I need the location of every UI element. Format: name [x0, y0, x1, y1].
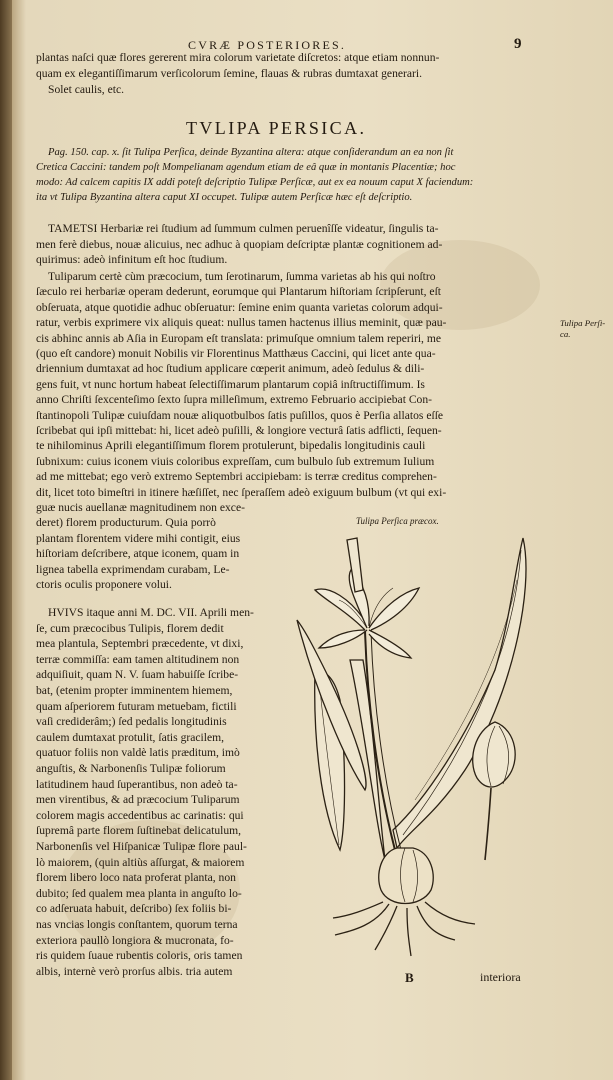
text-line: dit, licet toto bimeſtri in itinere hæſiſſet, nec ſperaſſem adeò exiguum bulbum (vt qui exi-	[36, 485, 447, 499]
text-line: cis abhinc annis ab Aſia in Europam eſt translata: primuſque omnium talem reperiri, me	[36, 331, 442, 345]
signature-mark: B	[405, 970, 414, 985]
binding-gutter	[0, 0, 12, 1080]
note-line: Pag. 150. cap. x. ſit Tulipa Perſica, deinde Byzantina altera: atque conſiderandum an ea non ſit	[48, 147, 454, 158]
note-line: modo: Ad calcem capitis IX addi poteſt deſcriptio Tulipæ Perſicæ, aut ex ea nouum caput X faciendum:	[36, 177, 474, 188]
text-line: deret) florem producturum. Quia porrò	[36, 516, 216, 530]
margin-note-line: Tulipa Perſi-	[560, 318, 606, 328]
text-line: ratur, verbis exprimere vix aliquis queat: nullus tamen hactenus illius meminit, quæ pau-	[36, 316, 447, 330]
text-line: dubito; ſed qualem mea planta in anguſto lo-	[36, 886, 242, 900]
text-line: ſupremâ parte florem ſuſtinebat delicatulum,	[36, 824, 242, 838]
text-line: exteriora paullò longiora & mucronata, fo-	[36, 933, 234, 947]
text-line: quatuor foliis non valdè latis præditum, imò	[36, 746, 240, 760]
text-line: Solet caulis, etc.	[48, 83, 124, 96]
text-line: nas vncias longis conſtantem, quorum terna	[36, 918, 238, 931]
tulip-woodcut-figure	[285, 530, 535, 980]
text-line: plantas naſci quæ flores gererent mira colorum varietate diſcretos: atque etiam nonnun-	[36, 51, 440, 64]
text-line: latitudinem haud ſuperantibus, non adeò ta-	[36, 777, 238, 791]
margin-note-line: ca.	[560, 329, 571, 339]
text-line: ſtantinopoli Tulipæ cuiuſdam nouæ aliquotbulbos ſatis puſillos, quos è Perſia allatos eſſe	[36, 408, 444, 422]
text-line: ſæculo rei herbariæ operam dederunt, eorumque qui Plantarum hiſtoriam ſcripſerunt, eſt	[36, 285, 442, 299]
text-line: ſcribebat qui ipſi mittebat: hi, licet adeò puſilli, & longiore vecturâ ſatis adflicti, ſequen-	[36, 424, 442, 437]
text-line: ctoris oculis proponere volui.	[36, 578, 172, 591]
text-line: ad me mittebat; ego verò extremo Septembri accipiebam: is terræ creditus comprehen-	[36, 470, 437, 484]
text-line: anguſtis, & Narbonenſis Tulipæ foliorum	[36, 762, 226, 775]
text-line: (quo eſt candore) monuit Nobilis vir Florentinus Matthæus Caccini, qui licet ante qua-	[36, 347, 436, 360]
text-line: Tuliparum certè cùm præcocium, tum ſerotinarum, ſumma varietas ab his qui noſtro	[48, 270, 436, 283]
text-line: guæ nucis auellanæ magnitudinem non exce-	[36, 501, 245, 514]
note-line: Cretica Caccini: tandem poſt Mompelianam agendum etiam de eâ quæ in montanis Placentiæ; hoc	[36, 162, 456, 173]
text-line: lò maiorem, (quin altiùs aſſurgat, & maiorem	[36, 855, 245, 869]
text-line: albis, internè verò prorſus albis. tria autem	[36, 964, 233, 978]
text-line: ſubnixum: cuius iconem viuis coloribus expreſſam, cum bulbulo ſub extremum Iulium	[36, 454, 435, 468]
text-line: lignea tabella exprimendam curabam, Le-	[36, 562, 230, 576]
text-line: HVIVS itaque anni M. DC. VII. Aprili men-	[48, 606, 254, 619]
text-line: terræ commiſſa: eam tamen altitudinem non	[36, 652, 240, 666]
text-line: obſeruata, atque quotidie adhuc obſeruatur: ſemine enim quanta varietas colorum adqui-	[36, 300, 443, 314]
text-line: TAMETSI Herbariæ rei ſtudium ad ſummum culmen peruenîſſe videatur, ſingulis ta-	[48, 222, 439, 235]
text-line: hiſtoriam deſcribere, atque iconem, quam in	[36, 547, 240, 561]
text-line: co adſeruata habuit, deſcribo) ſex foliis bi-	[36, 902, 232, 916]
text-line: bat, (etenim propter imminentem hiemem,	[36, 684, 233, 697]
text-line: gens fuit, vt nunc hortum habeat ſelectiſſimarum plantarum copiâ inſtructiſſimum. Is	[36, 377, 425, 391]
section-title: TVLIPA PERSICA.	[186, 118, 367, 138]
text-line: quam ex elegantiſſimarum verſicolorum ſemine, flauas & rubras dumtaxat generari.	[36, 67, 423, 80]
note-line: ita vt Tulipa Byzantina altera caput XI occupet. Tulipæ autem Perſicæ hæc eſt deſcriptio.	[36, 192, 413, 203]
text-line: Narbonenſis vel Hiſpanicæ Tulipæ flore paul-	[36, 840, 247, 853]
text-line: colorem magis accedentibus ac carinatis: qui	[36, 808, 244, 822]
text-line: vaſi crediderâm;) ſed pedalis longitudinis	[36, 715, 227, 729]
figure-caption: Tulipa Perſica præcox.	[356, 516, 439, 526]
text-line: plantam florentem videre mihi contigit, eius	[36, 531, 241, 545]
text-line: ris quidem ſuaue rubentis coloris, oris tamen	[36, 949, 243, 963]
margin-note	[560, 318, 605, 340]
text-line: quam aſperiorem futuram metuebam, fictili	[36, 699, 237, 713]
text-line: ſe, cum præcocibus Tulipis, florem dedit	[36, 621, 224, 635]
text-line: florem libero loco nata proferat planta, non	[36, 871, 236, 885]
text-line: men ferè diebus, nouæ alicuius, nec adhuc à quopiam deſcriptæ plantæ cognitionem ad-	[36, 237, 443, 251]
text-line: anno Chriſti ſexcenteſimo ſexto ſupra milleſimum, extremo Februario accipiebat Con-	[36, 393, 433, 407]
text-line: caulem dumtaxat protulit, ſatis gracilem,	[36, 730, 225, 744]
text-line: te nihilominus Aprili elegantiſſimum florem protulerunt, bipedalis longitudinis cauli	[36, 439, 426, 453]
text-line: men virentibus, & ad præcocium Tuliparum	[36, 793, 240, 807]
text-line: driennium dumtaxat ad hoc ſtudium applicare cœperit animum, adeò ſedulus & dili-	[36, 362, 425, 376]
running-title: CVRÆ POSTERIORES.	[188, 38, 347, 52]
text-line: adquiſiuit, quam N. V. ſuam habuiſſe ſcribe-	[36, 668, 239, 682]
page-number: 9	[514, 36, 522, 52]
catchword: interiora	[480, 970, 521, 984]
text-line: quirimus: adeò infinitum eſt hoc ſtudium.	[36, 253, 228, 266]
text-line: mea plantula, Septembri præcedente, vt dixi,	[36, 637, 244, 651]
